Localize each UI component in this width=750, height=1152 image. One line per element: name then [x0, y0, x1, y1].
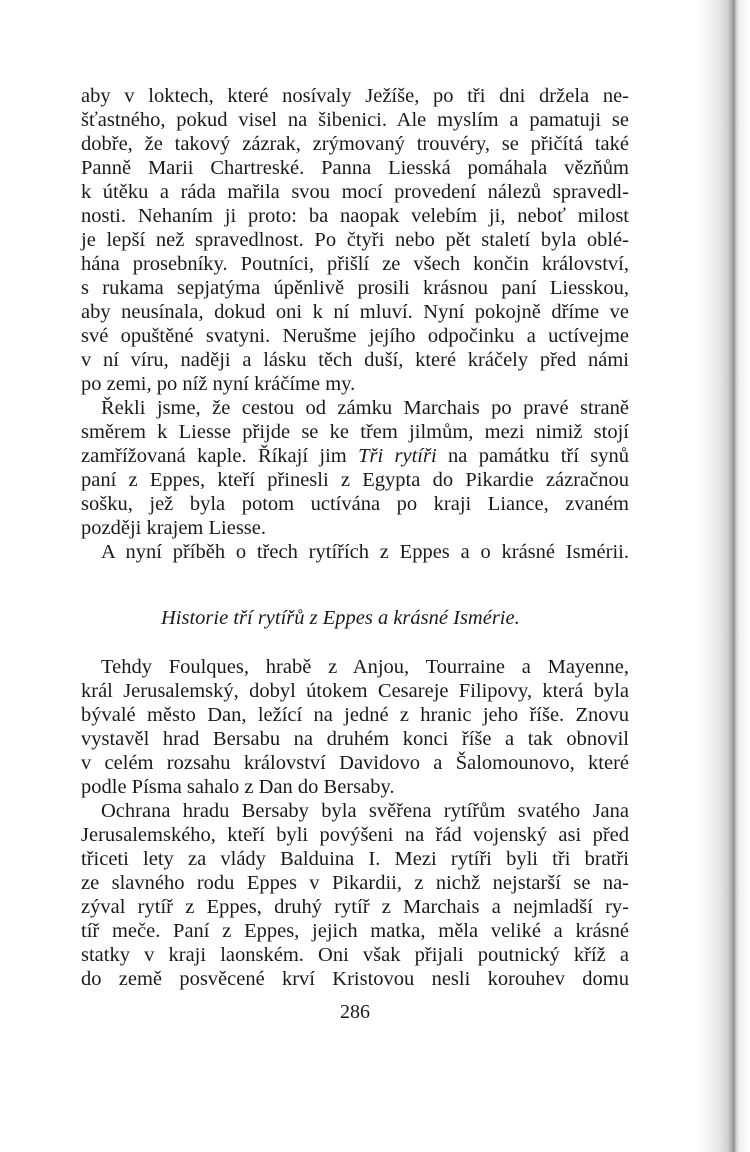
text-line: sošku, jež byla potom uctívána po kraji Liance, zvaném	[81, 493, 629, 515]
text-line: hána prosebníky. Poutníci, přišlí ze všech končin království,	[81, 253, 629, 275]
text-line: do země posvěcené krví Kristovou nesli korouhev domu	[81, 968, 629, 990]
text-line: Ochrana hradu Bersaby byla svěřena rytířům svatého Jana	[101, 800, 629, 822]
text-line: aby v loktech, které nosívaly Ježíše, po tři dni držela ne-	[81, 85, 629, 107]
text-line: bývalé město Dan, ležící na jedné z hranic jeho říše. Znovu	[81, 704, 629, 726]
text-line: král Jerusalemský, dobyl útokem Cesareje Filipovy, která byla	[81, 680, 629, 702]
text-line: s rukama sepjatýma úpěnlivě prosili krásnou paní Liesskou,	[81, 277, 629, 299]
text-line: aby neusínala, dokud oni k ní mluví. Nyní pokojně dříme ve	[81, 301, 629, 323]
text-line: šťastného, pokud visel na šibenici. Ale myslím a pamatuji se	[81, 109, 629, 131]
text-line: Panně Marii Chartreské. Panna Liesská pomáhala vězňům	[81, 157, 629, 179]
text-line: dobře, že takový zázrak, zrýmovaný trouvéry, se přičítá také	[81, 133, 629, 155]
text-line: své opuštěné svatyni. Nerušme jejího odpočinku a uctívejme	[81, 325, 629, 347]
page-number: 286	[340, 1001, 370, 1023]
text-line: statky v kraji laonském. Oni však přijali poutnický kříž a	[81, 944, 629, 966]
text-line: je lepší než spravedlnost. Po čtyři nebo pět staletí byla oblé-	[81, 229, 629, 251]
text-line: nosti. Nehaním ji proto: ba naopak velebím ji, neboť milost	[81, 205, 629, 227]
text-segment: na památku tří synů	[436, 445, 629, 467]
text-line: směrem k Liesse přijde se ke třem jilmům, mezi nimiž stojí	[81, 421, 629, 443]
text-line: ze slavného rodu Eppes v Pikardii, z nichž nejstarší se na-	[81, 872, 629, 894]
text-line: po zemi, po níž nyní kráčíme my.	[81, 373, 356, 395]
text-line: Tehdy Foulques, hrabě z Anjou, Tourraine a Mayenne,	[101, 656, 629, 678]
text-line: zýval rytíř z Eppes, druhý rytíř z Marchais a nejmladší ry-	[81, 896, 629, 918]
text-line: A nyní příběh o třech rytířích z Eppes a o krásné Ismérii.	[101, 541, 629, 563]
text-line: v celém rozsahu království Davidovo a Šalomounovo, které	[81, 752, 629, 774]
text-line: později krajem Liesse.	[81, 517, 267, 539]
text-line: paní z Eppes, kteří přinesli z Egypta do Pikardie zázračnou	[81, 469, 629, 491]
section-heading: Historie tří rytířů z Eppes a krásné Ismérie.	[161, 607, 520, 629]
text-line: třiceti lety za vlády Balduina I. Mezi rytíři byli tři bratři	[81, 848, 629, 870]
text-line: Jerusalemského, kteří byli povýšeni na řád vojenský asi před	[81, 824, 629, 846]
text-line: Řekli jsme, že cestou od zámku Marchais po pravé straně	[101, 397, 629, 419]
text-line: tíř meče. Paní z Eppes, jejich matka, měla veliké a krásné	[81, 920, 629, 942]
text-line: podle Písma sahalo z Dan do Bersaby.	[81, 776, 395, 798]
italic-phrase: Tři rytíři	[358, 445, 437, 467]
text-line: k útěku a ráda mařila svou mocí provedení nálezů spravedl-	[81, 181, 629, 203]
page-binding-shadow	[698, 0, 750, 1152]
text-line: v ní víru, naději a lásku těch duší, které kráčely před námi	[81, 349, 629, 371]
text-line: vystavěl hrad Bersabu na druhém konci říše a tak obnovil	[81, 728, 629, 750]
text-line-with-italic	[81, 444, 629, 468]
text-segment: zamřížovaná kaple. Říkají jim	[81, 445, 359, 467]
